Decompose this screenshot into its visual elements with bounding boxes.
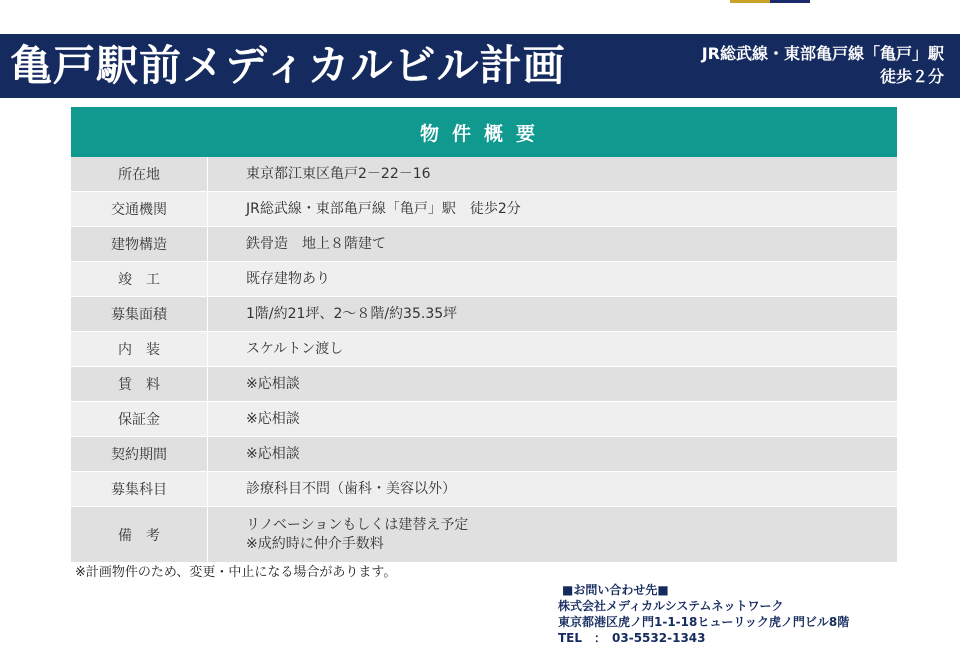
table-row xyxy=(71,367,897,402)
contact-tel: TEL ： 03-5532-1343 xyxy=(558,631,706,645)
remarks-line: ※成約時に仲介手数料 xyxy=(246,535,384,552)
table-row xyxy=(71,262,897,297)
table-row xyxy=(71,192,897,227)
footnote: ※計画物件のため、変更・中止になる場合があります。 xyxy=(75,565,397,580)
row-value: ※応相談 xyxy=(208,367,898,402)
logo-gold-block xyxy=(730,0,770,3)
contact-company: 株式会社メディカルシステムネットワーク xyxy=(558,599,784,613)
contact-block xyxy=(558,582,849,646)
table-row xyxy=(71,507,897,563)
table-row xyxy=(71,297,897,332)
table-row xyxy=(71,157,897,192)
contact-address: 東京都港区虎ノ門1-1-18ヒューリック虎ノ門ビル8階 xyxy=(558,615,850,629)
table-row xyxy=(71,402,897,437)
row-value: 1階/約21坪、2～８階/約35.35坪 xyxy=(208,297,898,332)
row-label: 備 考 xyxy=(71,507,208,563)
contact-heading: ■お問い合わせ先■ xyxy=(562,583,669,597)
table-row xyxy=(71,332,897,367)
property-spec-table xyxy=(71,157,897,563)
row-label: 募集科目 xyxy=(71,472,208,507)
row-value: 東京都江東区亀戸2－22－16 xyxy=(208,157,898,192)
row-value: 既存建物あり xyxy=(208,262,898,297)
row-value: 診療科目不問（歯科・美容以外） xyxy=(208,472,898,507)
row-label: 交通機関 xyxy=(71,192,208,227)
station-access-line: JR総武線・東部亀戸線「亀戸」駅 xyxy=(701,44,944,63)
table-row xyxy=(71,437,897,472)
walk-time: 徒歩２分 xyxy=(879,67,944,86)
row-label: 賃 料 xyxy=(71,367,208,402)
row-value-multiline xyxy=(208,507,898,563)
row-value: JR総武線・東部亀戸線「亀戸」駅 徒歩2分 xyxy=(208,192,898,227)
table-row xyxy=(71,227,897,262)
row-label: 建物構造 xyxy=(71,227,208,262)
row-label: 内 装 xyxy=(71,332,208,367)
row-label: 募集面積 xyxy=(71,297,208,332)
row-label: 契約期間 xyxy=(71,437,208,472)
logo-navy-block xyxy=(770,0,810,3)
title-bar xyxy=(0,34,960,98)
row-value: 鉄骨造 地上８階建て xyxy=(208,227,898,262)
row-label: 保証金 xyxy=(71,402,208,437)
remarks-line: リノベーションもしくは建替え予定 xyxy=(246,516,469,533)
table-row xyxy=(71,472,897,507)
overview-heading: 物件概要 xyxy=(71,107,897,157)
row-label: 竣 工 xyxy=(71,262,208,297)
row-value: ※応相談 xyxy=(208,402,898,437)
row-label: 所在地 xyxy=(71,157,208,192)
row-value: ※応相談 xyxy=(208,437,898,472)
page-title: 亀戸駅前メディカルビル計画 xyxy=(10,41,566,90)
station-access xyxy=(702,42,944,88)
row-value: スケルトン渡し xyxy=(208,332,898,367)
